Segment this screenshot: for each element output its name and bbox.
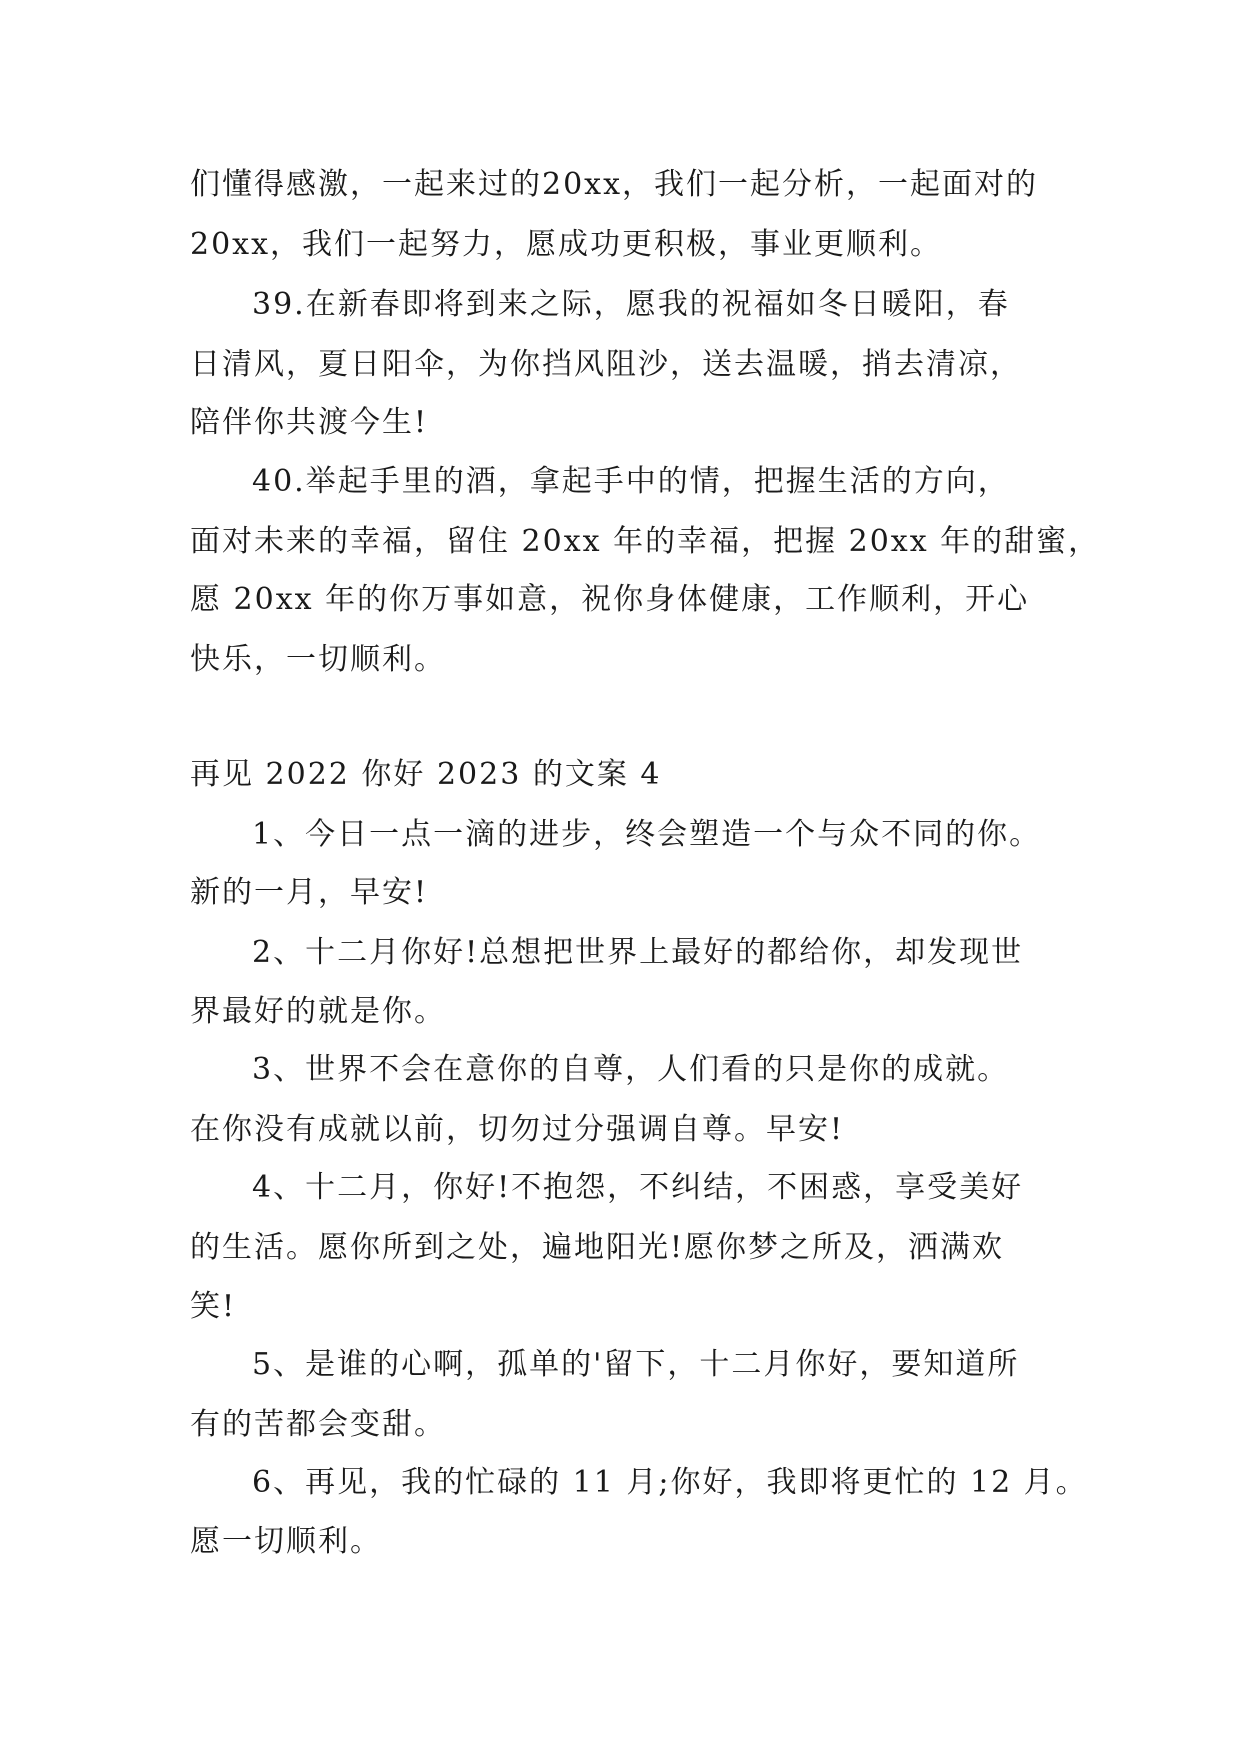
section-heading: 再见 2022 你好 2023 的文案 4 [190,757,662,792]
text-line: 新的一月，早安! [190,875,429,910]
text-line: 面对未来的幸福，留住 20xx 年的幸福，把握 20xx 年的甜蜜， [190,524,1101,559]
text-line: 日清风，夏日阳伞，为你挡风阻沙，送去温暖，捎去清凉， [190,347,1022,382]
text-line: 3、世界不会在意你的自尊，人们看的只是你的成就。 [252,1052,1010,1087]
text-line: 快乐，一切顺利。 [190,642,446,677]
text-line: 6、再见，我的忙碌的 11 月;你好，我即将更忙的 12 月。 [252,1465,1088,1500]
text-line: 39.在新春即将到来之际，愿我的祝福如冬日暖阳，春 [252,287,1010,322]
text-line: 40.举起手里的酒，拿起手中的情，把握生活的方向， [252,464,1010,499]
text-line: 愿一切顺利。 [190,1524,382,1559]
text-line: 们懂得感激，一起来过的20xx，我们一起分析，一起面对的 [190,167,1039,202]
text-line: 20xx，我们一起努力，愿成功更积极，事业更顺利。 [190,227,943,262]
text-line: 界最好的就是你。 [190,994,446,1029]
text-line: 有的苦都会变甜。 [190,1407,446,1442]
text-line: 陪伴你共渡今生! [190,405,429,440]
text-line: 在你没有成就以前，切勿过分强调自尊。早安! [190,1112,845,1147]
text-line: 笑! [190,1289,237,1324]
text-line: 4、十二月，你好!不抱怨，不纠结，不困惑，享受美好 [252,1170,1024,1205]
text-line: 愿 20xx 年的你万事如意，祝你身体健康，工作顺利，开心 [190,582,1030,617]
text-line: 的生活。愿你所到之处，遍地阳光!愿你梦之所及，洒满欢 [190,1230,1005,1265]
text-line: 1、今日一点一滴的进步，终会塑造一个与众不同的你。 [252,817,1042,852]
text-line: 5、是谁的心啊，孤单的'留下，十二月你好，要知道所 [252,1347,1020,1382]
text-line: 2、十二月你好!总想把世界上最好的都给你，却发现世 [252,935,1024,970]
